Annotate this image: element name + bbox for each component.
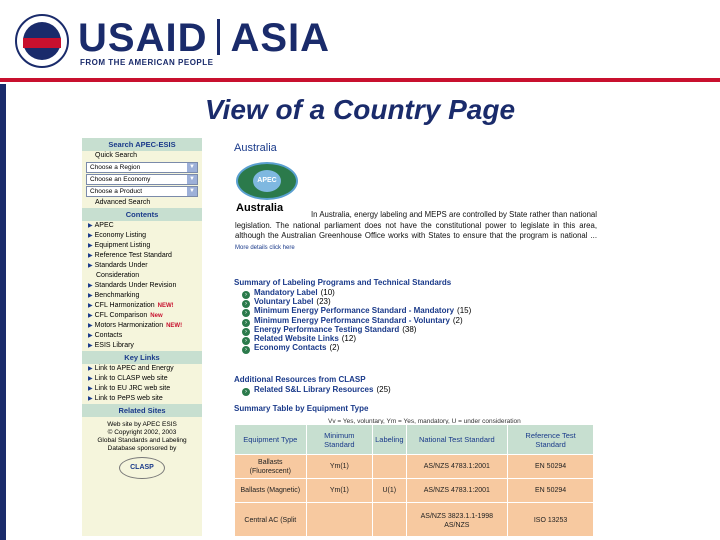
triangle-right-icon: ▶	[88, 233, 93, 239]
table-cell: Ym(1)	[306, 479, 373, 503]
program-count: (38)	[402, 324, 417, 334]
country-title: Australia	[234, 142, 277, 154]
search-heading: Search APEC-ESIS	[82, 138, 202, 151]
footer-line: © Copyright 2002, 2003	[107, 429, 177, 436]
triangle-right-icon: ▶	[88, 333, 93, 339]
triangle-right-icon: ▶	[88, 376, 93, 382]
table-legend: Vv = Yes, voluntary, Ym = Yes, mandatory, U = under consideration	[328, 418, 521, 425]
table-header: Labeling	[373, 425, 406, 455]
additional-heading: Additional Resources from CLASP	[234, 375, 366, 384]
table-row	[235, 455, 594, 479]
program-name: Related S&L Library Resources	[254, 385, 374, 394]
table-header: Equipment Type	[235, 425, 307, 455]
logo-region: ASIA	[230, 16, 331, 60]
header-divider	[0, 78, 720, 82]
sidebar-footer	[82, 417, 202, 483]
sidebar-item[interactable]	[82, 231, 202, 241]
slide-title: View of a Country Page	[204, 94, 516, 125]
table-cell	[373, 455, 406, 479]
triangle-right-icon: ▶	[88, 366, 93, 372]
table-cell	[373, 503, 406, 537]
table-cell: ISO 13253	[508, 503, 594, 537]
chevron-right-icon: ›	[242, 328, 250, 336]
chevron-right-icon: ›	[242, 337, 250, 345]
contents-heading: Contents	[82, 208, 202, 221]
sidebar	[82, 138, 202, 536]
equipment-table	[234, 424, 594, 536]
triangle-right-icon: ▶	[88, 283, 93, 289]
sidebar-item[interactable]	[82, 221, 202, 231]
sidebar-item-label: Motors Harmonization	[94, 322, 164, 329]
key-links-list	[82, 364, 202, 404]
program-name: Minimum Energy Performance Standard - Mandatory	[254, 306, 455, 316]
table-header: National Test Standard	[406, 425, 508, 455]
key-links-heading: Key Links	[82, 351, 202, 364]
program-name: Related Website Links	[254, 333, 339, 343]
table-header: Reference Test Standard	[508, 425, 594, 455]
table-cell	[306, 503, 373, 537]
table-cell: Ballasts (Magnetic)	[235, 479, 307, 503]
chevron-right-icon: ›	[242, 346, 250, 354]
quick-search-label: Quick Search	[95, 152, 138, 159]
key-link-label: Link to PePS web site	[94, 395, 163, 402]
chevron-right-icon: ›	[242, 319, 250, 327]
table-header: Minimum Standard	[306, 425, 373, 455]
sidebar-item-label: APEC	[94, 222, 114, 229]
table-cell: Ballasts (Fluorescent)	[235, 455, 307, 479]
table-row	[235, 503, 594, 537]
region-select[interactable]: Choose a Region ▼	[86, 162, 198, 173]
sidebar-item-label: Reference Test Standard	[94, 252, 172, 259]
program-name: Economy Contacts	[254, 343, 327, 353]
sidebar-item-label: Consideration	[96, 272, 140, 279]
more-details-link[interactable]: More details click here	[235, 244, 295, 251]
footer-line: Web site by APEC ESIS	[107, 421, 177, 428]
related-sites-heading: Related Sites	[82, 404, 202, 417]
sidebar-item-label: CFL Harmonization	[94, 302, 155, 309]
chevron-right-icon: ›	[242, 300, 250, 308]
table-row	[235, 479, 594, 503]
sidebar-item[interactable]	[82, 301, 202, 311]
triangle-right-icon: ▶	[88, 323, 93, 329]
triangle-right-icon: ▶	[88, 396, 93, 402]
program-count: (25)	[376, 385, 391, 394]
table-cell: Central AC (Split	[235, 503, 307, 537]
new-badge: NEW!	[166, 323, 183, 329]
apec-caption: Australia	[236, 202, 284, 214]
sidebar-item[interactable]	[82, 311, 202, 321]
program-count: (23)	[316, 297, 331, 307]
footer-line: Database sponsored by	[107, 445, 177, 452]
sidebar-item[interactable]	[82, 261, 202, 271]
sidebar-item[interactable]	[82, 291, 202, 301]
program-count: (2)	[329, 343, 340, 353]
chevron-right-icon: ›	[242, 291, 250, 299]
program-link[interactable]	[242, 385, 391, 394]
table-cell: Ym(1)	[306, 455, 373, 479]
table-cell: EN 50294	[508, 479, 594, 503]
key-link[interactable]	[82, 364, 202, 374]
sidebar-item[interactable]	[82, 281, 202, 291]
program-link[interactable]	[242, 343, 471, 352]
program-link[interactable]	[242, 288, 471, 297]
key-link[interactable]	[82, 384, 202, 394]
triangle-right-icon: ▶	[88, 386, 93, 392]
table-cell: EN 50294	[508, 455, 594, 479]
header	[0, 0, 720, 78]
program-name: Minimum Energy Performance Standard - Voluntary	[254, 315, 450, 325]
triangle-right-icon: ▶	[88, 343, 93, 349]
program-link[interactable]	[242, 325, 471, 334]
summary-heading: Summary of Labeling Programs and Technical Standards	[234, 278, 452, 287]
key-link[interactable]	[82, 394, 202, 404]
sidebar-item[interactable]	[82, 271, 202, 281]
sidebar-item-label: Contacts	[94, 332, 123, 339]
sidebar-item[interactable]	[82, 341, 202, 351]
key-link-label: Link to APEC and Energy	[94, 365, 174, 372]
economy-select[interactable]: Choose an Economy ▼	[86, 174, 198, 185]
triangle-right-icon: ▶	[88, 263, 93, 269]
table-cell: AS/NZS 3823.1.1-1998 AS/NZS	[406, 503, 508, 537]
triangle-right-icon: ▶	[88, 243, 93, 249]
program-count: (12)	[341, 333, 356, 343]
programs-list	[242, 288, 471, 352]
table-heading: Summary Table by Equipment Type	[234, 404, 369, 413]
key-link-label: Link to CLASP web site	[94, 375, 168, 382]
apec-globe-label: APEC	[253, 170, 281, 192]
intro-text: In Australia, energy labeling and MEPS are controlled by State rather than national legislation. The national parliament does not have the constitutional power to legislate in this area, although the Australian Greenhouse Office works with States to ensure that the program is national ...	[235, 210, 597, 240]
advanced-search-link[interactable]: Advanced Search	[95, 199, 151, 206]
triangle-right-icon: ▶	[88, 223, 93, 229]
table-cell: U(1)	[373, 479, 406, 503]
key-link-label: Link to EU JRC web site	[94, 385, 171, 392]
sidebar-item-label: Benchmarking	[94, 292, 140, 299]
new-badge: NEW!	[157, 303, 174, 309]
usaid-logo	[78, 16, 330, 61]
triangle-right-icon: ▶	[88, 253, 93, 259]
program-name: Energy Performance Testing Standard	[254, 324, 400, 334]
program-link[interactable]	[242, 306, 471, 315]
triangle-right-icon: ▶	[88, 313, 93, 319]
sidebar-item-label: Equipment Listing	[94, 242, 151, 249]
sidebar-item[interactable]	[82, 331, 202, 341]
chevron-right-icon: ›	[242, 388, 250, 396]
contents-list	[82, 221, 202, 351]
footer-line: Global Standards and Labeling	[97, 437, 187, 444]
program-link[interactable]	[242, 334, 471, 343]
sidebar-item-label: Economy Listing	[94, 232, 146, 239]
program-link[interactable]	[242, 297, 471, 306]
program-name: Voluntary Label	[254, 297, 314, 307]
new-badge: New	[150, 313, 163, 319]
program-name: Mandatory Label	[254, 288, 318, 297]
usaid-seal-icon	[15, 14, 69, 68]
sidebar-item-label: ESIS Library	[94, 342, 134, 349]
chevron-right-icon: ›	[242, 309, 250, 317]
program-count: (2)	[452, 315, 463, 325]
product-select[interactable]: Choose a Product ▼	[86, 186, 198, 197]
program-count: (10)	[320, 288, 335, 297]
key-link[interactable]	[82, 374, 202, 384]
triangle-right-icon: ▶	[88, 303, 93, 309]
sidebar-item[interactable]	[82, 251, 202, 261]
intro-paragraph	[235, 210, 597, 253]
program-count: (15)	[457, 306, 472, 316]
left-accent-bar	[0, 84, 6, 540]
table-cell: AS/NZS 4783.1:2001	[406, 455, 508, 479]
country-page-screenshot	[82, 138, 602, 536]
triangle-right-icon: ▶	[88, 293, 93, 299]
main-content	[232, 138, 602, 536]
logo-main: USAID	[78, 16, 208, 60]
logo-tagline: FROM THE AMERICAN PEOPLE	[80, 58, 214, 67]
sidebar-item-label: CFL Comparison	[94, 312, 148, 319]
sidebar-item-label: Standards Under	[94, 262, 148, 269]
sidebar-item-label: Standards Under Revision	[94, 282, 177, 289]
additional-list	[242, 385, 391, 394]
table-cell: AS/NZS 4783.1:2001	[406, 479, 508, 503]
sidebar-item[interactable]	[82, 241, 202, 251]
sidebar-item[interactable]	[82, 321, 202, 331]
clasp-logo[interactable]: CLASP	[119, 457, 165, 479]
apec-logo-icon	[236, 162, 298, 200]
program-link[interactable]	[242, 316, 471, 325]
